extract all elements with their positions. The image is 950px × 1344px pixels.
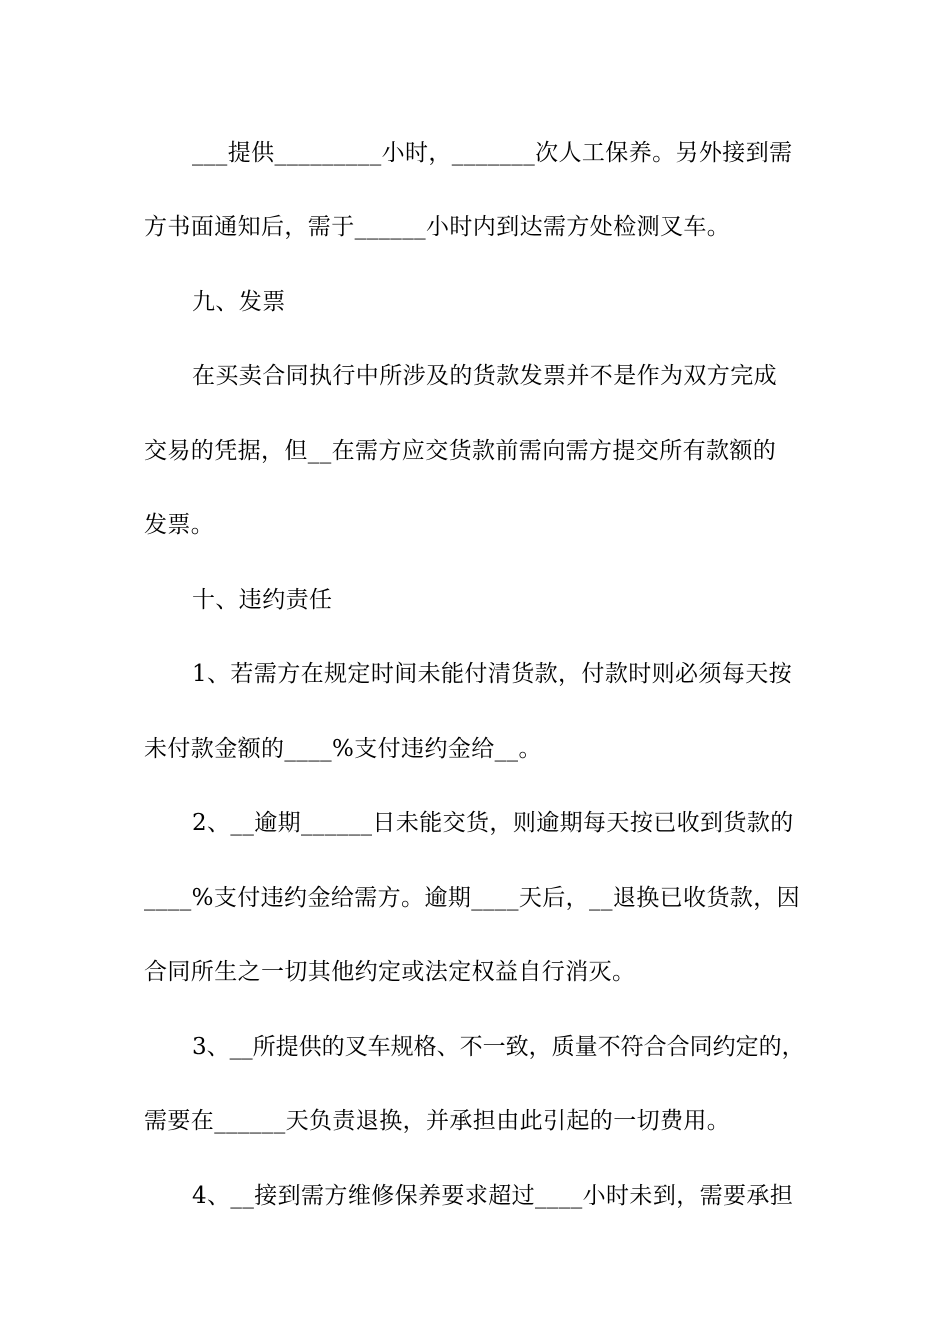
paragraph-line: 未付款金额的____%支付违约金给__。 [144, 736, 542, 762]
paragraph-line: 方书面通知后，需于______小时内到达需方处检测叉车。 [144, 214, 731, 240]
paragraph-line: 3、__所提供的叉车规格、不一致，质量不符合合同约定的， [192, 1034, 805, 1060]
paragraph-line: 在买卖合同执行中所涉及的货款发票并不是作为双方完成 [192, 363, 777, 389]
paragraph-line: 发票。 [144, 512, 215, 538]
paragraph-line: 合同所生之一切其他约定或法定权益自行消灭。 [144, 959, 636, 985]
paragraph-line: 2、__逾期______日未能交货，则逾期每天按已收到货款的 [192, 810, 794, 836]
paragraph-line: 1、若需方在规定时间未能付清货款，付款时则必须每天按 [192, 661, 793, 687]
paragraph-line: ___提供_________小时，_______次人工保养。另外接到需 [192, 140, 793, 166]
paragraph-line: 4、__接到需方维修保养要求超过____小时未到，需要承担 [192, 1183, 794, 1209]
paragraph-line: ____%支付违约金给需方。逾期____天后，__退换已收货款，因 [144, 885, 801, 911]
section-heading: 十、违约责任 [192, 587, 333, 613]
section-heading: 九、发票 [192, 289, 286, 315]
paragraph-line: 需要在______天负责退换，并承担由此引起的一切费用。 [144, 1108, 731, 1134]
paragraph-line: 交易的凭据，但__在需方应交货款前需向需方提交所有款额的 [144, 438, 777, 464]
